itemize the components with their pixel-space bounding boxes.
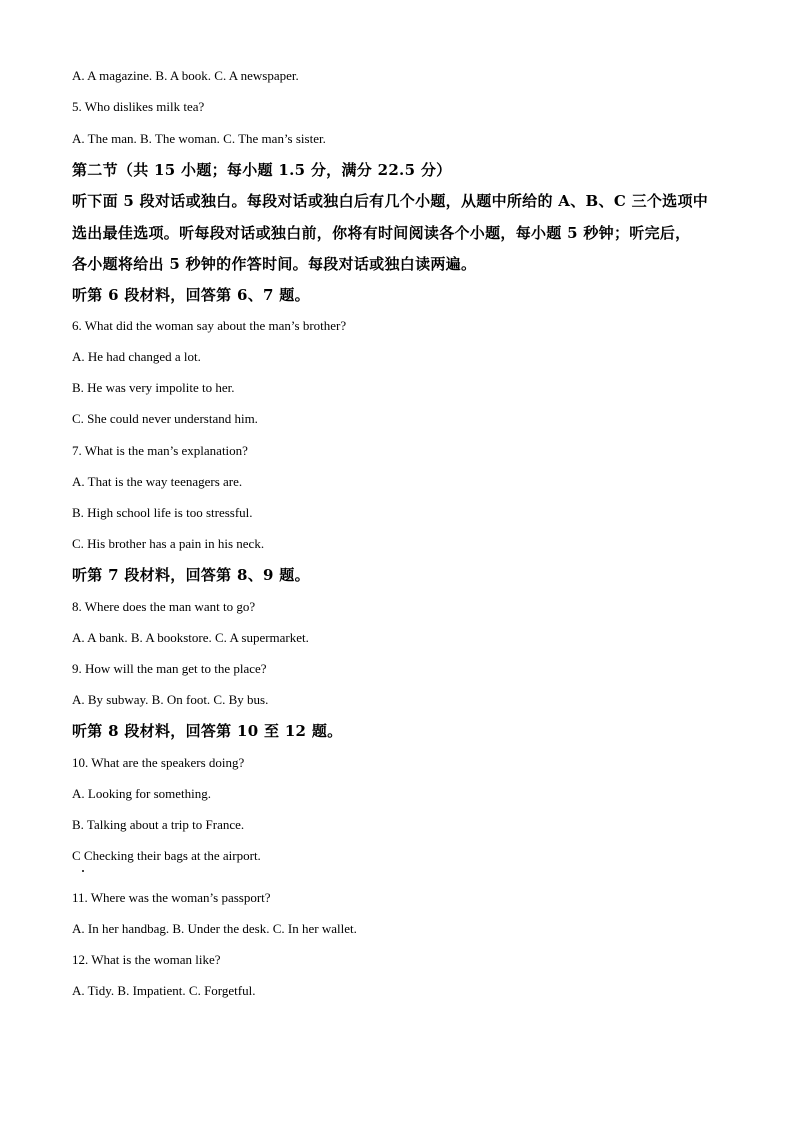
- q6-option-c: C. She could never understand him.: [72, 411, 258, 426]
- q6-option-a: A. He had changed a lot.: [72, 349, 201, 364]
- q8-options: A. A bank. B. A bookstore. C. A supermarket.: [72, 630, 309, 645]
- q7-question: 7. What is the man’s explanation?: [72, 443, 248, 458]
- section-instructions-1: 听下面 5 段对话或独白。每段对话或独白后有几个小题，从题中所给的 A、B、C 三个选项中: [72, 192, 709, 210]
- q12-question: 12. What is the woman like?: [72, 952, 221, 967]
- q8-question: 8. Where does the man want to go?: [72, 599, 256, 614]
- material-7-heading: 听第 7 段材料，回答第 8、9 题。: [72, 566, 310, 584]
- material-8-heading: 听第 8 段材料，回答第 10 至 12 题。: [72, 722, 343, 740]
- q9-question: 9. How will the man get to the place?: [72, 661, 267, 676]
- section-instructions-3: 各小题将给出 5 秒钟的作答时间。每段对话或独白读两遍。: [72, 255, 477, 273]
- q5-options: A. The man. B. The woman. C. The man’s sister.: [72, 131, 326, 146]
- q10-option-a: A. Looking for something.: [72, 786, 212, 801]
- stray-dot: [82, 870, 84, 872]
- q10-option-c: C Checking their bags at the airport.: [72, 848, 261, 863]
- q9-options: A. By subway. B. On foot. C. By bus.: [72, 692, 269, 707]
- q5-question: 5. Who dislikes milk tea?: [72, 99, 205, 114]
- q4-options: A. A magazine. B. A book. C. A newspaper.: [72, 68, 299, 83]
- q10-question: 10. What are the speakers doing?: [72, 755, 245, 770]
- q11-options: A. In her handbag. B. Under the desk. C. In her wallet.: [72, 921, 357, 936]
- q7-option-b: B. High school life is too stressful.: [72, 505, 253, 520]
- q7-option-a: A. That is the way teenagers are.: [72, 474, 243, 489]
- q12-options: A. Tidy. B. Impatient. C. Forgetful.: [72, 983, 256, 998]
- q7-option-c: C. His brother has a pain in his neck.: [72, 536, 265, 551]
- section-instructions-2: 选出最佳选项。听每段对话或独白前，你将有时间阅读各个小题，每小题 5 秒钟；听完后，: [72, 224, 691, 242]
- section-two-heading: 第二节（共 15 小题；每小题 1.5 分，满分 22.5 分）: [72, 161, 452, 179]
- q6-question: 6. What did the woman say about the man’s brother?: [72, 318, 347, 333]
- q10-option-b: B. Talking about a trip to France.: [72, 817, 245, 832]
- q6-option-b: B. He was very impolite to her.: [72, 380, 235, 395]
- material-6-heading: 听第 6 段材料，回答第 6、7 题。: [72, 286, 310, 304]
- q11-question: 11. Where was the woman’s passport?: [72, 890, 271, 905]
